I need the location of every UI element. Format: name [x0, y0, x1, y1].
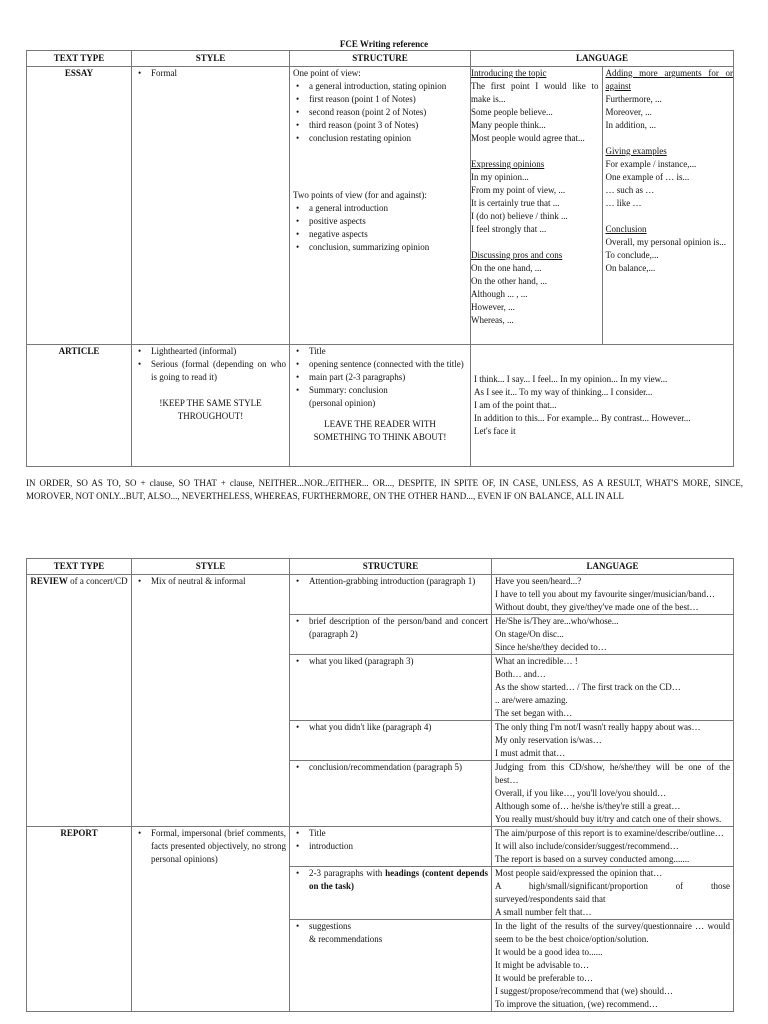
essay-structure [290, 67, 471, 345]
review-language-line: .. are/were amazing. [495, 695, 568, 705]
article-structure-item: • opening sentence (connected with the title) [293, 358, 467, 371]
table-header-row [27, 51, 734, 67]
lang-line: On the one hand, ... [471, 263, 542, 273]
essay-structure-b-intro: Two points of view (for and against): [293, 190, 427, 200]
essay-type: ESSAY [27, 67, 132, 345]
article-type: ARTICLE [27, 345, 132, 467]
review-language [492, 721, 734, 761]
lang-line: In addition, ... [605, 120, 656, 130]
report-structure-item: • Title [293, 827, 488, 840]
review-type-bold: REVIEW [30, 576, 68, 586]
lang-line: … such as … [605, 185, 655, 195]
essay-structure-a-intro: One point of view: [293, 68, 361, 78]
table-header-row [27, 559, 734, 575]
article-language-line: I am of the point that... [474, 400, 557, 410]
lang-line: I feel strongly that ... [471, 224, 547, 234]
document-title: FCE Writing reference [339, 39, 429, 49]
review-language-line: He/She is/They are...who/whose... [495, 616, 619, 626]
report-structure-item: • suggestions [293, 920, 488, 933]
review-language [492, 655, 734, 721]
report-structure [290, 867, 492, 920]
header-structure: STRUCTURE [290, 559, 492, 575]
report-type: REPORT [27, 827, 132, 1012]
article-structure-item: • main part (2-3 paragraphs) [293, 371, 467, 384]
review-language [492, 761, 734, 827]
writing-reference-table-2 [26, 558, 734, 1012]
report-language-line: The report is based on a survey conducted among....... [495, 854, 690, 864]
connectors-paragraph: IN ORDER, SO AS TO, SO + clause, SO THAT + clause, NEITHER...NOR../EITHER... OR..., DESPITE, IN SPITE OF, IN CASE, UNLESS, AS A RESULT, WHAT'S MORE, SINCE, MOROVER, NOT ONLY...BUT, ALSO..., NEVERTHELESS, WHEREAS, FURTHERMORE, ON THE OTHER HAND..., EVEN IF ON BALANCE, ALL IN ALL [26, 478, 743, 501]
review-type [27, 575, 132, 827]
review-language-line: You really must/should buy it/try and catch one of their shows. [495, 814, 722, 824]
report-structure [290, 827, 492, 867]
article-style-item: • Serious (formal (depending on who is going to read it) [135, 358, 286, 384]
report-style-item: • Formal, impersonal (brief comments, facts presented objectively, no strong personal opinions) [135, 827, 286, 866]
review-structure-item: • conclusion/recommendation (paragraph 5) [293, 761, 488, 774]
lang-line: The first point I would like to make is... [471, 81, 599, 104]
review-language-line: Overall, if you like…, you'll love/you should… [495, 788, 667, 798]
lang-line: On balance,... [605, 263, 656, 273]
review-structure-item: • Attention-grabbing introduction (paragraph 1) [293, 575, 488, 588]
review-structure [290, 615, 492, 655]
review-language-line: I have to tell you about my favourite singer/musician/band… [495, 589, 715, 599]
lang-line: Most people would agree that... [471, 133, 585, 143]
review-structure-item: • brief description of the person/band and concert (paragraph 2) [293, 615, 488, 641]
header-text-type: TEXT TYPE [27, 559, 132, 575]
article-structure-sub: (personal opinion) [309, 398, 376, 408]
essay-structure-b-item: • positive aspects [293, 215, 467, 228]
lang-line: One example of … is... [605, 172, 690, 182]
lang-line: Whereas, ... [471, 315, 514, 325]
review-language-line: Since he/she/they decided to… [495, 642, 607, 652]
essay-language-left [471, 67, 603, 344]
lang-line: From my point of view, ... [471, 185, 566, 195]
report-language-line: In the light of the results of the survey/questionnaire … would seem to be the best choice/option/solution. [495, 921, 730, 944]
essay-structure-a-item: • a general introduction, stating opinion [293, 80, 467, 93]
article-language-line: Let's face it [474, 426, 516, 436]
review-language-line: As the show started… / The first track on the CD… [495, 682, 681, 692]
report-language-line: A high/small/significant/proportion of those surveyed/respondents said that [495, 881, 730, 904]
review-language-line: Without doubt, they give/they've made one of the best… [495, 602, 699, 612]
report-language-line: It will also include/consider/suggest/recommend… [495, 841, 679, 851]
review-language-line: My only reservation is/was… [495, 735, 602, 745]
essay-structure-a-item: • conclusion restating opinion [293, 132, 467, 145]
lang-line: On the other hand, ... [471, 276, 547, 286]
report-language-line: A small number felt that… [495, 907, 592, 917]
article-language-line: I think... I say... I feel... In my opinion... In my view... [474, 374, 668, 384]
header-language: LANGUAGE [471, 51, 734, 67]
lang-line: Although ... , ... [471, 289, 528, 299]
article-structure-item: • Title [293, 345, 467, 358]
essay-style-item: • Formal [135, 67, 286, 80]
review-type-rest: of a concert/CD [67, 576, 128, 586]
review-language-line: What an incredible… ! [495, 656, 578, 666]
review-language-line: The only thing I'm not/I wasn't really happy about was… [495, 722, 701, 732]
report-structure [290, 920, 492, 1012]
lang-line: However, ... [471, 302, 515, 312]
essay-language-right [603, 67, 734, 344]
article-language-line: As I see it... To my way of thinking... I consider... [474, 387, 653, 397]
lang-line: Many people think... [471, 120, 546, 130]
essay-language [471, 67, 734, 345]
report-language-line: It might be advisable to… [495, 960, 589, 970]
report-language-line: The aim/purpose of this report is to examine/describe/outline… [495, 828, 724, 838]
report-language-line: To improve the situation, (we) recommend… [495, 999, 658, 1009]
report-structure-item: • introduction [293, 840, 488, 853]
review-style-item: • Mix of neutral & informal [135, 575, 286, 588]
report-structure-item [293, 867, 488, 893]
review-structure [290, 575, 492, 615]
review-language [492, 615, 734, 655]
report-language-line: It would be a good idea to...... [495, 947, 603, 957]
lang-heading: Conclusion [605, 224, 647, 234]
review-structure [290, 721, 492, 761]
report-structure-bold: headings (content depends on the task) [309, 868, 488, 891]
header-style: STYLE [132, 51, 290, 67]
lang-line: For example / instance,... [605, 159, 697, 169]
essay-structure-a-item: • second reason (point 2 of Notes) [293, 106, 467, 119]
lang-line: I (do not) believe / think ... [471, 211, 568, 221]
lang-heading: Discussing pros and cons [471, 250, 563, 260]
header-language: LANGUAGE [492, 559, 734, 575]
lang-heading: Introducing the topic [471, 68, 547, 78]
article-style-item: • Lighthearted (informal) [135, 345, 286, 358]
review-structure [290, 655, 492, 721]
writing-reference-table-1 [26, 50, 734, 467]
report-style [132, 827, 290, 1012]
article-language-line: In addition to this... For example... By contrast... However... [474, 413, 691, 423]
review-language [492, 575, 734, 615]
article-style-note: !KEEP THE SAME STYLE THROUGHOUT! [159, 398, 262, 421]
essay-row [27, 67, 734, 345]
lang-line: Furthermore, ... [605, 94, 662, 104]
report-row [27, 827, 734, 867]
review-language-line: Although some of… he/she is/they're still a great… [495, 801, 681, 811]
essay-structure-b-item: • conclusion, summarizing opinion [293, 241, 467, 254]
lang-line: It is certainly true that ... [471, 198, 560, 208]
essay-structure-b-item: • negative aspects [293, 228, 467, 241]
review-language-line: On stage/On disc... [495, 629, 564, 639]
review-row [27, 575, 734, 615]
review-style [132, 575, 290, 827]
header-style: STYLE [132, 559, 290, 575]
essay-structure-a-item: • third reason (point 3 of Notes) [293, 119, 467, 132]
review-structure-item: • what you liked (paragraph 3) [293, 655, 488, 668]
essay-structure-b-item: • a general introduction [293, 202, 467, 215]
review-language-line: I must admit that… [495, 748, 566, 758]
lang-line: Moreover, ... [605, 107, 652, 117]
article-structure [290, 345, 471, 467]
review-structure [290, 761, 492, 827]
review-structure-item: • what you didn't like (paragraph 4) [293, 721, 488, 734]
essay-style [132, 67, 290, 345]
article-style [132, 345, 290, 467]
review-language-line: Have you seen/heard...? [495, 576, 582, 586]
header-structure: STRUCTURE [290, 51, 471, 67]
header-text-type: TEXT TYPE [27, 51, 132, 67]
lang-line: Some people believe... [471, 107, 553, 117]
report-structure-sub: & recommendations [309, 934, 383, 944]
report-language-line: I suggest/propose/recommend that (we) should… [495, 986, 673, 996]
article-structure-note: LEAVE THE READER WITH SOMETHING TO THINK ABOUT! [313, 419, 447, 442]
lang-heading: Giving examples [605, 146, 667, 156]
lang-line: In my opinion... [471, 172, 529, 182]
lang-heading: Expressing opinions [471, 159, 545, 169]
review-language-line: Judging from this CD/show, he/she/they will be one of the best… [495, 762, 730, 785]
article-language [471, 345, 734, 467]
report-language-line: Most people said/expressed the opinion that… [495, 868, 663, 878]
essay-structure-a-item: • first reason (point 1 of Notes) [293, 93, 467, 106]
report-language-line: It would be preferable to… [495, 973, 593, 983]
review-language-line: Both… and… [495, 669, 546, 679]
lang-line: Overall, my personal opinion is... [605, 237, 726, 247]
report-language [492, 867, 734, 920]
article-row [27, 345, 734, 467]
report-language [492, 920, 734, 1012]
report-structure-plain: 2-3 paragraphs with [309, 868, 386, 878]
report-language [492, 827, 734, 867]
lang-heading: Adding more arguments for or against [605, 68, 733, 91]
lang-line: To conclude,... [605, 250, 659, 260]
lang-line: … like … [605, 198, 642, 208]
article-structure-item: • Summary: conclusion [293, 384, 467, 397]
review-language-line: The set began with… [495, 708, 573, 718]
